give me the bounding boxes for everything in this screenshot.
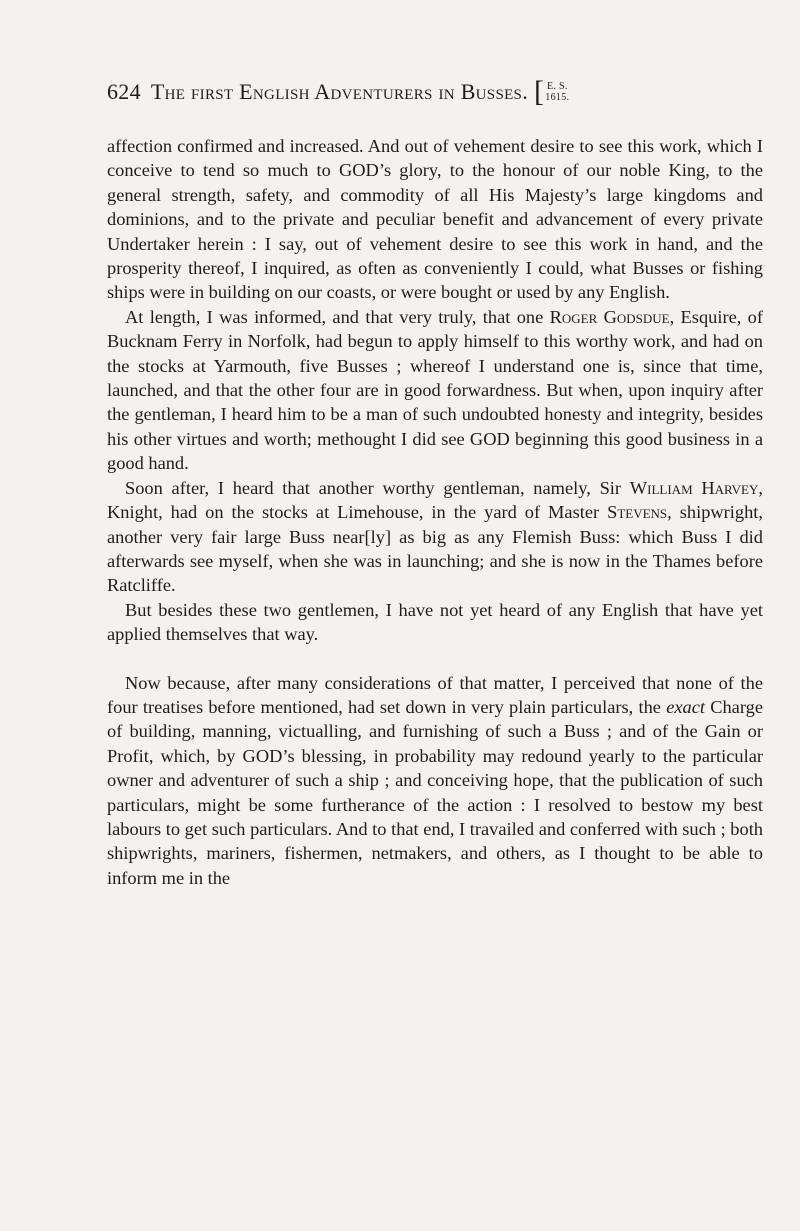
small-caps-name: Stevens (607, 502, 668, 523)
date-fraction (545, 81, 569, 103)
text-run: Charge of building, manning, victualling, and furnishing of such a Buss ; and of the Gain or Profit, which, by GOD’s blessing, in probability may redound yearly to the particular owner and adventurer of such a ship ; and conceiving hope, that the publication of such particulars, might be some furtherance of the action : I resolved to bestow my best labours to get such particulars. And to that end, I travailed and conferred with such ; both shipwrights, mariners, fishermen, netmakers, and others, as I thought to be able to inform me in the (107, 696, 763, 888)
running-title: The first English Adventurers in Busses. (150, 79, 528, 104)
page-number: 624 (107, 79, 141, 104)
text-run: But besides these two gentlemen, I have not yet heard of any English that have yet applied themselves that way. (107, 599, 763, 645)
paragraph (107, 134, 763, 305)
text-run: Now because, after many considerations of that matter, I perceived that none of the four treatises before mentioned, had set down in very plain particulars, the (107, 672, 763, 717)
small-caps-name: Roger Godsdue (549, 306, 670, 327)
italic-text: exact (666, 696, 705, 717)
date-bracket (534, 77, 570, 107)
left-bracket: [ (534, 75, 545, 108)
paragraph (107, 598, 763, 647)
text-run: , Knight, had on the stocks at Limehouse, in the yard of Master (107, 477, 763, 523)
date-top: E. S. (546, 81, 568, 92)
text-run: Soon after, I heard that another worthy gentleman, namely, Sir (125, 477, 630, 498)
paragraph (107, 476, 763, 598)
text-run: , shipwright, another very fair large Buss near[ly] as big as any Flemish Buss: which Buss I did afterwards see myself, when she was in launching; and she is now in the Thames before Ratcliffe. (107, 502, 764, 596)
paragraph (107, 671, 763, 891)
paragraph (107, 305, 763, 476)
text-run: affection confirmed and increased. And out of vehement desire to see this work, which I conceive to tend so much to GOD’s glory, to the honour of our noble King, to the general strength, safety, and commodity of all His Majesty’s large kingdoms and dominions, and to the private and peculiar benefit and advancement of every private Undertaker herein : I say, out of vehement desire to see this work in hand, and the prosperity thereof, I inquired, as often as conveniently I could, what Busses or fishing ships were in building on our coasts, or were bought or used by any English. (107, 136, 763, 303)
small-caps-name: William Harvey (629, 477, 759, 498)
body-text (107, 134, 763, 890)
text-run: , Esquire, of Bucknam Ferry in Norfolk, had begun to apply himself to this worthy work, and had on the stocks at Yarmouth, five Busses ; whereof I understand one is, since that time, launched, and that the other four are in good forwardness. But when, upon inquiry after the gentleman, I heard him to be a man of such undoubted honesty and integrity, besides his other virtues and worth; methought I did see GOD beginning this good business in a good hand. (107, 306, 763, 474)
running-head (107, 70, 763, 114)
date-bottom: 1615. (545, 92, 570, 103)
book-page (107, 70, 763, 890)
text-run: At length, I was informed, and that very truly, that one (125, 306, 550, 327)
